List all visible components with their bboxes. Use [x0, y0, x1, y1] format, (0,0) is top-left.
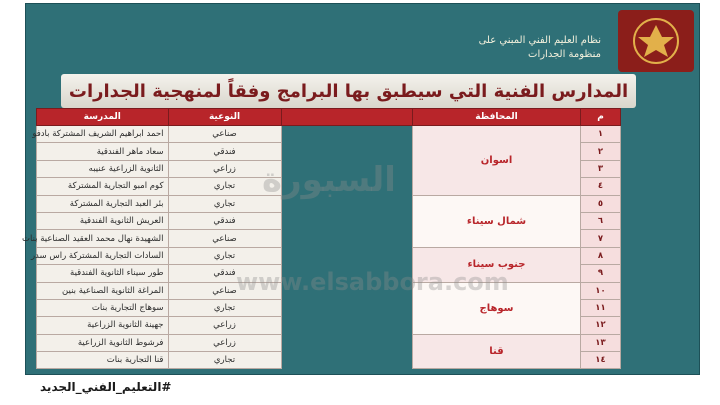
title-bar — [61, 74, 636, 108]
table-row — [37, 282, 621, 299]
school-type: تجاري — [168, 247, 281, 264]
row-number: ٨ — [581, 247, 621, 264]
col-header-school: المدرسة — [37, 109, 169, 126]
col-header-number: م — [581, 109, 621, 126]
school-name: المراغة الثانوية الصناعية بنين — [37, 282, 169, 299]
school-name: قنا التجارية بنات — [37, 352, 169, 369]
row-number: ٧ — [581, 230, 621, 247]
school-name: سوهاج التجارية بنات — [37, 299, 169, 316]
ministry-logo — [618, 10, 694, 72]
row-number: ١٣ — [581, 334, 621, 351]
school-type: زراعي — [168, 317, 281, 334]
eagle-emblem-icon — [626, 15, 686, 67]
row-number: ٥ — [581, 195, 621, 212]
col-header-governorate: المحافظة — [413, 109, 581, 126]
governorate-cell: قنا — [413, 334, 581, 369]
page-title: المدارس الفنية التي سيطبق بها البرامج وفقاً لمنهجية الجدارات — [68, 80, 629, 102]
school-name: طور سيناء الثانوية الفندقية — [37, 265, 169, 282]
row-number: ٢ — [581, 143, 621, 160]
school-type: فندقي — [168, 212, 281, 229]
school-type: زراعي — [168, 334, 281, 351]
school-name: بئر العبد التجارية المشتركة — [37, 195, 169, 212]
school-name: الشهيدة نهال محمد العقيد الصناعية بنات — [37, 230, 169, 247]
row-number: ٦ — [581, 212, 621, 229]
school-name: السادات التجارية المشتركة راس سدر — [37, 247, 169, 264]
school-type: فندقي — [168, 143, 281, 160]
watermark-url: www.elsabbora.com — [236, 268, 509, 296]
table-row — [37, 195, 621, 212]
row-number: ٤ — [581, 178, 621, 195]
school-type: تجاري — [168, 352, 281, 369]
school-name: العريش الثانوية الفندقية — [37, 212, 169, 229]
school-type: صناعي — [168, 282, 281, 299]
watermark-brand: السبورة — [262, 160, 396, 200]
footer-hashtag: #التعليم_الفني_الجديد — [40, 380, 172, 394]
school-type: صناعي — [168, 230, 281, 247]
school-type: زراعي — [168, 160, 281, 177]
governorate-cell: جنوب سيناء — [413, 247, 581, 282]
governorate-cell: سوهاج — [413, 282, 581, 334]
row-number: ١٤ — [581, 352, 621, 369]
school-name: الثانوية الزراعية عنيبه — [37, 160, 169, 177]
governorate-cell: اسوان — [413, 126, 581, 196]
school-type: صناعي — [168, 126, 281, 143]
row-number: ١ — [581, 126, 621, 143]
school-type: تجاري — [168, 299, 281, 316]
header-text — [431, 34, 601, 62]
row-number: ٣ — [581, 160, 621, 177]
governorate-cell: شمال سيناء — [413, 195, 581, 247]
school-name: فرشوط الثانوية الزراعية — [37, 334, 169, 351]
school-name: كوم امبو التجارية المشتركة — [37, 178, 169, 195]
schools-table — [22, 108, 621, 369]
header-line-1: نظام العليم الفني المبني على — [478, 35, 601, 46]
row-number: ١٠ — [581, 282, 621, 299]
school-name: سعاد ماهر الفندقية — [37, 143, 169, 160]
school-name: جهينة الثانوية الزراعية — [37, 317, 169, 334]
table-header-row — [37, 109, 621, 126]
col-header-type: النوعية — [168, 109, 281, 126]
table-row — [37, 126, 621, 143]
school-type: فندقي — [168, 265, 281, 282]
header-line-2: منظومة الجدارات — [528, 49, 601, 60]
table-row — [37, 247, 621, 264]
school-type: تجاري — [168, 178, 281, 195]
row-number: ٩ — [581, 265, 621, 282]
table-row — [37, 334, 621, 351]
row-number: ١١ — [581, 299, 621, 316]
school-type: تجاري — [168, 195, 281, 212]
school-name: احمد ابراهيم الشريف المشتركة بادفو — [37, 126, 169, 143]
row-number: ١٢ — [581, 317, 621, 334]
